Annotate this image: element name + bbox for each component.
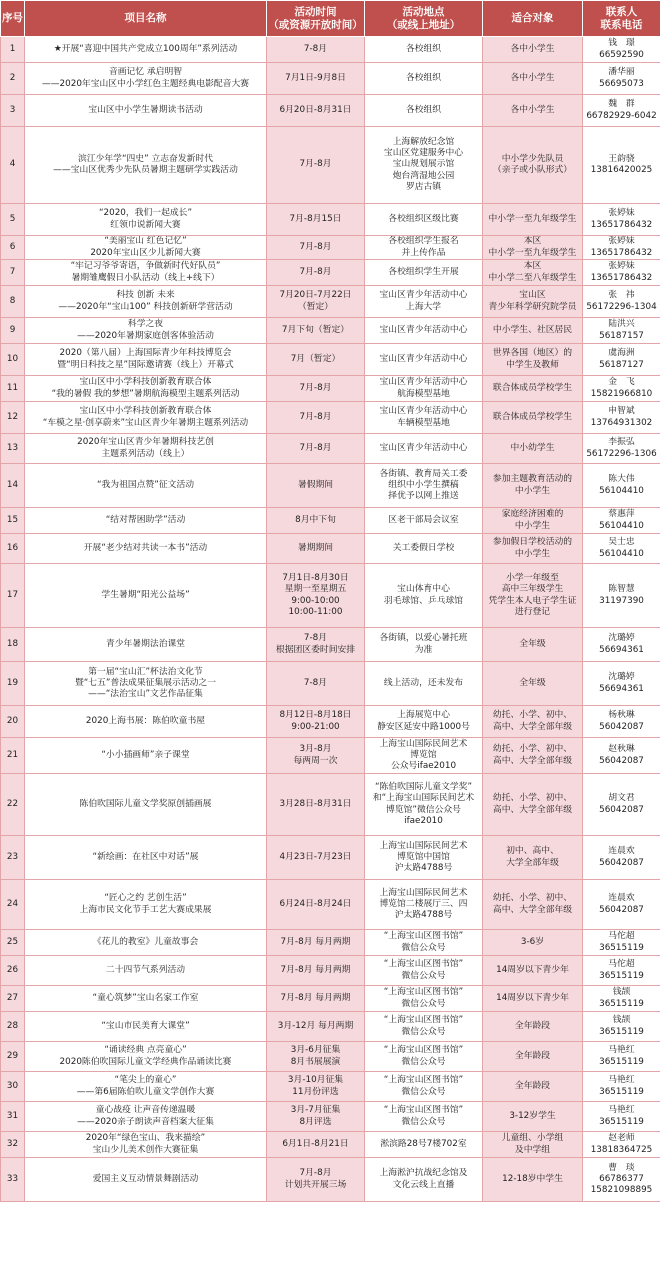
cell-time: 7月-8月 每月两期 bbox=[267, 986, 365, 1012]
cell-project-name: 学生暑期“阳光公益场” bbox=[25, 564, 267, 628]
table-row bbox=[1, 706, 660, 738]
cell-time: 3月-12月 每月两期 bbox=[267, 1012, 365, 1042]
cell-contact: 张婷妹 13651786432 bbox=[583, 236, 660, 260]
table-row bbox=[1, 1132, 660, 1158]
cell-time: 3月-7月征集 8月评选 bbox=[267, 1102, 365, 1132]
cell-time: 7-8月 根据团区委时间安排 bbox=[267, 628, 365, 662]
cell-target: 儿童组、小学组 及中学组 bbox=[483, 1132, 583, 1158]
cell-project-name: 科技 创新 未来 ——2020年“宝山100” 科技创新研学营活动 bbox=[25, 286, 267, 318]
cell-target: 各中小学生 bbox=[483, 37, 583, 63]
cell-project-name: ★开展“喜迎中国共产党成立100周年”系列活动 bbox=[25, 37, 267, 63]
cell-contact: 胡文君 56042087 bbox=[583, 774, 660, 836]
cell-contact: 钱颉 36515119 bbox=[583, 1012, 660, 1042]
cell-target: 3-12岁学生 bbox=[483, 1102, 583, 1132]
table-row bbox=[1, 63, 660, 95]
table-body bbox=[1, 37, 660, 1202]
cell-index: 10 bbox=[1, 344, 25, 376]
cell-location: 淞滨路28号7楼702室 bbox=[365, 1132, 483, 1158]
table-row bbox=[1, 880, 660, 930]
cell-time: 7月-8月 bbox=[267, 402, 365, 434]
cell-project-name: 2020（第八届）上海国际青少年科技博览会 暨“明日科技之星”国际邀请赛（线上）开幕式 bbox=[25, 344, 267, 376]
cell-project-name: “结对帮困助学”活动 bbox=[25, 508, 267, 534]
cell-time: 6月20日-8月31日 bbox=[267, 95, 365, 127]
cell-contact: 沈璐婷 56694361 bbox=[583, 628, 660, 662]
table-row bbox=[1, 662, 660, 706]
cell-target: 全年级 bbox=[483, 628, 583, 662]
cell-time: 7-8月 bbox=[267, 662, 365, 706]
cell-location: 线上活动，还未发布 bbox=[365, 662, 483, 706]
cell-project-name: 开展“老少结对共读一本书”活动 bbox=[25, 534, 267, 564]
cell-contact: 陈智慧 31197390 bbox=[583, 564, 660, 628]
cell-index: 12 bbox=[1, 402, 25, 434]
cell-target: 幼托、小学、初中、 高中、大学全部年级 bbox=[483, 774, 583, 836]
cell-time: 7月-8月 每月两期 bbox=[267, 930, 365, 956]
cell-contact: 连晨欢 56042087 bbox=[583, 836, 660, 880]
cell-project-name: “小小插画师”亲子课堂 bbox=[25, 738, 267, 774]
cell-target: 参加主题教育活动的 中小学生 bbox=[483, 464, 583, 508]
cell-index: 5 bbox=[1, 204, 25, 236]
cell-target: 幼托、小学、初中、 高中、大学全部年级 bbox=[483, 706, 583, 738]
cell-project-name: 科学之夜 ——2020年暑期家庭创客体验活动 bbox=[25, 318, 267, 344]
cell-location: 各校组织区级比赛 bbox=[365, 204, 483, 236]
table-row bbox=[1, 738, 660, 774]
cell-target: 各中小学生 bbox=[483, 95, 583, 127]
table-row bbox=[1, 836, 660, 880]
cell-location: 宝山区青少年活动中心 bbox=[365, 318, 483, 344]
header-target: 适合对象 bbox=[483, 1, 583, 37]
cell-target: 全年龄段 bbox=[483, 1042, 583, 1072]
cell-time: 7月-8月 bbox=[267, 434, 365, 464]
cell-location: 宝山区青少年活动中心 bbox=[365, 434, 483, 464]
cell-index: 18 bbox=[1, 628, 25, 662]
cell-index: 8 bbox=[1, 286, 25, 318]
cell-contact: 金 飞 15821966810 bbox=[583, 376, 660, 402]
cell-location: 各校组织学生报名 并上传作品 bbox=[365, 236, 483, 260]
cell-project-name: 童心战疫 让声音传递温暖 ——2020亲子朗读声音档案大征集 bbox=[25, 1102, 267, 1132]
table-row bbox=[1, 1102, 660, 1132]
cell-location: 各校组织学生开展 bbox=[365, 260, 483, 286]
cell-contact: 钱 璟 66592590 bbox=[583, 37, 660, 63]
cell-location: 各街镇，以爱心暑托班 为准 bbox=[365, 628, 483, 662]
cell-project-name: 2020年宝山区青少年暑期科技艺创 主题系列活动（线上） bbox=[25, 434, 267, 464]
cell-target: 14周岁以下青少年 bbox=[483, 986, 583, 1012]
cell-project-name: 《花儿的教室》儿童故事会 bbox=[25, 930, 267, 956]
cell-location: 各校组织 bbox=[365, 37, 483, 63]
cell-location: 宝山区青少年活动中心 航海模型基地 bbox=[365, 376, 483, 402]
cell-contact: 杨秋琳 56042087 bbox=[583, 706, 660, 738]
cell-time: 7月-8月15日 bbox=[267, 204, 365, 236]
cell-index: 11 bbox=[1, 376, 25, 402]
table-row bbox=[1, 564, 660, 628]
cell-index: 22 bbox=[1, 774, 25, 836]
cell-project-name: “宝山市民美育大课堂” bbox=[25, 1012, 267, 1042]
cell-project-name: “诵读经典 点亮童心” 2020陈伯吹国际儿童文学经典作品诵读比赛 bbox=[25, 1042, 267, 1072]
cell-time: 7月-8月 bbox=[267, 260, 365, 286]
table-row bbox=[1, 434, 660, 464]
cell-location: “上海宝山区图书馆” 微信公众号 bbox=[365, 1102, 483, 1132]
cell-target: 家庭经济困难的 中小学生 bbox=[483, 508, 583, 534]
cell-time: 暑期期间 bbox=[267, 534, 365, 564]
cell-target: 各中小学生 bbox=[483, 63, 583, 95]
table-row bbox=[1, 628, 660, 662]
cell-project-name: “童心筑梦”宝山名家工作室 bbox=[25, 986, 267, 1012]
cell-time: 7月-8月 bbox=[267, 376, 365, 402]
table-row bbox=[1, 1042, 660, 1072]
cell-index: 2 bbox=[1, 63, 25, 95]
cell-project-name: 青少年暑期法治课堂 bbox=[25, 628, 267, 662]
cell-location: “上海宝山区图书馆” 微信公众号 bbox=[365, 986, 483, 1012]
table-row bbox=[1, 508, 660, 534]
cell-project-name: “2020，我们一起成长” 红领巾说新闻大赛 bbox=[25, 204, 267, 236]
cell-contact: 吴士忠 56104410 bbox=[583, 534, 660, 564]
cell-contact: 沈璐婷 56694361 bbox=[583, 662, 660, 706]
cell-target: 3-6岁 bbox=[483, 930, 583, 956]
table-row bbox=[1, 376, 660, 402]
cell-project-name: “牢记习爷爷寄语，争做新时代好队员” 暑期雏鹰假日小队活动（线上+线下） bbox=[25, 260, 267, 286]
cell-contact: 潘华丽 56695073 bbox=[583, 63, 660, 95]
table-row bbox=[1, 956, 660, 986]
cell-time: 7月1日-8月30日 星期一至星期五 9:00-10:00 10:00-11:00 bbox=[267, 564, 365, 628]
cell-location: 宝山体育中心 羽毛球馆、乒乓球馆 bbox=[365, 564, 483, 628]
cell-contact: 魏 群 66782929-6042 bbox=[583, 95, 660, 127]
cell-target: 中小学一至九年级学生 bbox=[483, 204, 583, 236]
cell-contact: 蔡惠萍 56104410 bbox=[583, 508, 660, 534]
cell-time: 7月-8月 bbox=[267, 236, 365, 260]
table-row bbox=[1, 37, 660, 63]
cell-time: 7月（暂定） bbox=[267, 344, 365, 376]
cell-index: 13 bbox=[1, 434, 25, 464]
cell-target: 联合体成员学校学生 bbox=[483, 402, 583, 434]
cell-index: 25 bbox=[1, 930, 25, 956]
header-index: 序号 bbox=[1, 1, 25, 37]
cell-target: 全年龄段 bbox=[483, 1012, 583, 1042]
cell-contact: 王韵骁 13816420025 bbox=[583, 127, 660, 204]
cell-contact: 陈大伟 56104410 bbox=[583, 464, 660, 508]
cell-project-name: 音画记忆 承启明智 ——2020年宝山区中小学红色主题经典电影配音大赛 bbox=[25, 63, 267, 95]
cell-contact: 马佗超 36515119 bbox=[583, 930, 660, 956]
cell-target: 参加假日学校活动的 中小学生 bbox=[483, 534, 583, 564]
cell-time: 3月-6月征集 8月书展展演 bbox=[267, 1042, 365, 1072]
cell-target: 本区 中小学一至九年级学生 bbox=[483, 236, 583, 260]
cell-target: 全年级 bbox=[483, 662, 583, 706]
cell-index: 21 bbox=[1, 738, 25, 774]
cell-contact: 钱颉 36515119 bbox=[583, 986, 660, 1012]
cell-target: 初中、高中、 大学全部年级 bbox=[483, 836, 583, 880]
cell-target: 12-18岁中学生 bbox=[483, 1158, 583, 1202]
cell-location: 宝山区青少年活动中心 车辆模型基地 bbox=[365, 402, 483, 434]
cell-location: 宝山区青少年活动中心 bbox=[365, 344, 483, 376]
cell-index: 29 bbox=[1, 1042, 25, 1072]
table-row bbox=[1, 236, 660, 260]
cell-time: 7月下旬（暂定） bbox=[267, 318, 365, 344]
table-row bbox=[1, 260, 660, 286]
cell-time: 4月23日-7月23日 bbox=[267, 836, 365, 880]
table-row bbox=[1, 464, 660, 508]
cell-contact: 马佗超 36515119 bbox=[583, 956, 660, 986]
cell-target: 世界各国（地区）的 中学生及教师 bbox=[483, 344, 583, 376]
cell-target: 本区 中小学二至八年级学生 bbox=[483, 260, 583, 286]
cell-contact: 张 祎 56172296-1304 bbox=[583, 286, 660, 318]
cell-target: 14周岁以下青少年 bbox=[483, 956, 583, 986]
cell-location: “上海宝山区图书馆” 微信公众号 bbox=[365, 1012, 483, 1042]
table-row bbox=[1, 930, 660, 956]
cell-time: 7-8月 bbox=[267, 37, 365, 63]
cell-project-name: 2020上海书展：陈伯吹童书屋 bbox=[25, 706, 267, 738]
cell-contact: 赵秋琳 56042087 bbox=[583, 738, 660, 774]
header-contact: 联系人 联系电话 bbox=[583, 1, 660, 37]
cell-location: 各街镇、教育局关工委 组织中小学生撰稿 择优予以网上推送 bbox=[365, 464, 483, 508]
cell-target: 全年龄段 bbox=[483, 1072, 583, 1102]
cell-location: “上海宝山区图书馆” 微信公众号 bbox=[365, 956, 483, 986]
cell-index: 31 bbox=[1, 1102, 25, 1132]
table-row bbox=[1, 127, 660, 204]
cell-index: 4 bbox=[1, 127, 25, 204]
cell-target: 幼托、小学、初中、 高中、大学全部年级 bbox=[483, 880, 583, 930]
cell-time: 6月1日-8月21日 bbox=[267, 1132, 365, 1158]
cell-project-name: 二十四节气系列活动 bbox=[25, 956, 267, 986]
cell-project-name: “新绘画：在社区中对话”展 bbox=[25, 836, 267, 880]
cell-target: 联合体成员学校学生 bbox=[483, 376, 583, 402]
cell-time: 8月中下旬 bbox=[267, 508, 365, 534]
cell-time: 3月-10月征集 11月份评选 bbox=[267, 1072, 365, 1102]
cell-location: 区老干部局会议室 bbox=[365, 508, 483, 534]
cell-project-name: 陈伯吹国际儿童文学奖原创插画展 bbox=[25, 774, 267, 836]
cell-contact: 张婷妹 13651786432 bbox=[583, 260, 660, 286]
cell-index: 27 bbox=[1, 986, 25, 1012]
cell-contact: 李振弘 56172296-1306 bbox=[583, 434, 660, 464]
cell-index: 17 bbox=[1, 564, 25, 628]
cell-project-name: 宝山区中小学生暑期读书活动 bbox=[25, 95, 267, 127]
cell-location: 上海淞沪抗战纪念馆及 文化云线上直播 bbox=[365, 1158, 483, 1202]
cell-contact: 连晨欢 56042087 bbox=[583, 880, 660, 930]
table-row bbox=[1, 774, 660, 836]
cell-location: 上海宝山国际民间艺术 博览馆二楼展厅三、四 沪太路4788号 bbox=[365, 880, 483, 930]
table-row bbox=[1, 204, 660, 236]
header-row bbox=[1, 1, 660, 37]
cell-contact: 曹 琰 66786377 15821098895 bbox=[583, 1158, 660, 1202]
cell-contact: 虞海洲 56187127 bbox=[583, 344, 660, 376]
cell-target: 小学一年级至 高中三年级学生 凭学生本人电子学生证 进行登记 bbox=[483, 564, 583, 628]
cell-location: 上海宝山国际民间艺术 博览馆中国馆 沪太路4788号 bbox=[365, 836, 483, 880]
cell-time: 7月-8月 计划共开展三场 bbox=[267, 1158, 365, 1202]
cell-project-name: 第一届“宝山汇”杯法治文化节 暨“七五”普法成果征集展示活动之一 ——“法治宝山”文艺作品征集 bbox=[25, 662, 267, 706]
cell-index: 9 bbox=[1, 318, 25, 344]
cell-index: 16 bbox=[1, 534, 25, 564]
header-location: 活动地点 （或线上地址） bbox=[365, 1, 483, 37]
cell-index: 7 bbox=[1, 260, 25, 286]
cell-index: 26 bbox=[1, 956, 25, 986]
cell-location: 上海展览中心 静安区延安中路1000号 bbox=[365, 706, 483, 738]
cell-index: 33 bbox=[1, 1158, 25, 1202]
cell-location: “陈伯吹国际儿童文学奖” 和“上海宝山国际民间艺术 博览馆”微信公众号 ifae2010 bbox=[365, 774, 483, 836]
cell-location: 各校组织 bbox=[365, 63, 483, 95]
table-row bbox=[1, 986, 660, 1012]
cell-project-name: “美丽宝山 红色记忆” 2020年宝山区少儿新闻大赛 bbox=[25, 236, 267, 260]
cell-project-name: “我为祖国点赞”征文活动 bbox=[25, 464, 267, 508]
cell-project-name: “笔尖上的童心” ——第6届陈伯吹儿童文学创作大赛 bbox=[25, 1072, 267, 1102]
cell-index: 20 bbox=[1, 706, 25, 738]
cell-contact: 陆洪兴 56187157 bbox=[583, 318, 660, 344]
table-row bbox=[1, 534, 660, 564]
table-row bbox=[1, 286, 660, 318]
cell-project-name: 2020年“绿色宝山、我来描绘” 宝山少儿美术创作大赛征集 bbox=[25, 1132, 267, 1158]
table-row bbox=[1, 318, 660, 344]
cell-index: 30 bbox=[1, 1072, 25, 1102]
cell-time: 6月24日-8月24日 bbox=[267, 880, 365, 930]
table-row bbox=[1, 1158, 660, 1202]
cell-contact: 马艳红 36515119 bbox=[583, 1072, 660, 1102]
header-project-name: 项目名称 bbox=[25, 1, 267, 37]
cell-location: “上海宝山区图书馆” 微信公众号 bbox=[365, 930, 483, 956]
cell-time: 7月1日-9月8日 bbox=[267, 63, 365, 95]
cell-target: 幼托、小学、初中、 高中、大学全部年级 bbox=[483, 738, 583, 774]
cell-time: 7月-8月 bbox=[267, 127, 365, 204]
cell-index: 23 bbox=[1, 836, 25, 880]
cell-location: 宝山区青少年活动中心 上海大学 bbox=[365, 286, 483, 318]
cell-index: 19 bbox=[1, 662, 25, 706]
cell-time: 7月20日-7月22日 （暂定） bbox=[267, 286, 365, 318]
table-row bbox=[1, 344, 660, 376]
cell-location: “上海宝山区图书馆” 微信公众号 bbox=[365, 1072, 483, 1102]
cell-contact: 马艳红 36515119 bbox=[583, 1042, 660, 1072]
cell-contact: 申智斌 13764931302 bbox=[583, 402, 660, 434]
cell-index: 32 bbox=[1, 1132, 25, 1158]
cell-project-name: 滨江少年学“四史” 立志奋发新时代 ——宝山区优秀少先队员暑期主题研学实践活动 bbox=[25, 127, 267, 204]
cell-location: 上海宝山国际民间艺术 博览馆 公众号ifae2010 bbox=[365, 738, 483, 774]
cell-contact: 赵老师 13818364725 bbox=[583, 1132, 660, 1158]
cell-location: 各校组织 bbox=[365, 95, 483, 127]
table-row bbox=[1, 402, 660, 434]
cell-target: 宝山区 青少年科学研究院学员 bbox=[483, 286, 583, 318]
cell-index: 3 bbox=[1, 95, 25, 127]
cell-contact: 张婷妹 13651786432 bbox=[583, 204, 660, 236]
cell-time: 暑假期间 bbox=[267, 464, 365, 508]
cell-project-name: “匠心之约 艺创生活” 上海市民文化节手工艺大赛成果展 bbox=[25, 880, 267, 930]
cell-index: 14 bbox=[1, 464, 25, 508]
cell-index: 6 bbox=[1, 236, 25, 260]
cell-time: 3月28日-8月31日 bbox=[267, 774, 365, 836]
table-row bbox=[1, 95, 660, 127]
cell-target: 中小幼学生 bbox=[483, 434, 583, 464]
cell-time: 3月-8月 每两周一次 bbox=[267, 738, 365, 774]
header-time: 活动时间 （或资源开放时间） bbox=[267, 1, 365, 37]
cell-location: 关工委假日学校 bbox=[365, 534, 483, 564]
cell-time: 8月12日-8月18日 9:00-21:00 bbox=[267, 706, 365, 738]
cell-index: 1 bbox=[1, 37, 25, 63]
cell-location: “上海宝山区图书馆” 微信公众号 bbox=[365, 1042, 483, 1072]
cell-location: 上海解放纪念馆 宝山区党建服务中心 宝山规划展示馆 炮台湾湿地公园 罗店古镇 bbox=[365, 127, 483, 204]
cell-index: 15 bbox=[1, 508, 25, 534]
cell-project-name: 宝山区中小学科技创新教育联合体 “我的暑假 我的梦想”暑期航海模型主题系列活动 bbox=[25, 376, 267, 402]
cell-time: 7月-8月 每月两期 bbox=[267, 956, 365, 986]
cell-index: 24 bbox=[1, 880, 25, 930]
cell-project-name: 宝山区中小学科技创新教育联合体 “车模之星·创享蔚来”宝山区青少年暑期主题系列活动 bbox=[25, 402, 267, 434]
cell-target: 中小学少先队员 （亲子或小队形式） bbox=[483, 127, 583, 204]
cell-target: 中小学生、社区居民 bbox=[483, 318, 583, 344]
table-row bbox=[1, 1012, 660, 1042]
table-row bbox=[1, 1072, 660, 1102]
cell-project-name: 爱国主义互动情景舞剧活动 bbox=[25, 1158, 267, 1202]
cell-index: 28 bbox=[1, 1012, 25, 1042]
cell-contact: 马艳红 36515119 bbox=[583, 1102, 660, 1132]
